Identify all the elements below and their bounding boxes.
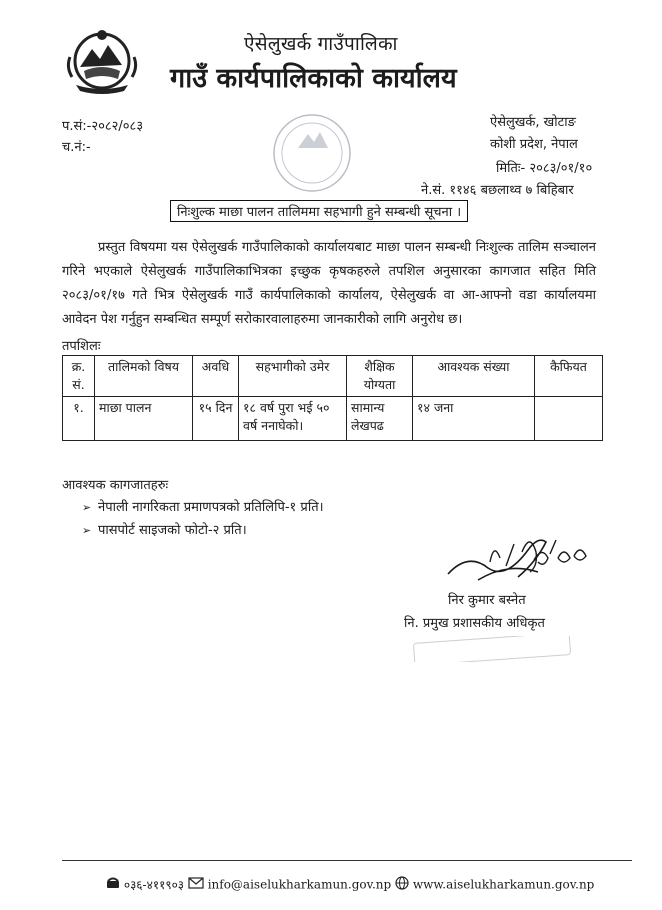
notice-subject: निःशुल्क माछा पालन तालिममा सहभागी हुने सम्बन्धी सूचना । bbox=[170, 200, 468, 222]
reference-number: प.सं:-२०८२/०८३ bbox=[62, 119, 144, 134]
col-subject: तालिमको विषय bbox=[95, 356, 193, 397]
office-title: गाउँ कार्यपालिकाको कार्यालय bbox=[170, 63, 457, 94]
col-duration: अवधि bbox=[193, 356, 239, 397]
cell-remarks bbox=[535, 397, 603, 441]
address-line-1: ऐसेलुखर्क, खोटाङ bbox=[490, 115, 576, 130]
signatory-title: नि. प्रमुख प्रशासकीय अधिकृत bbox=[404, 616, 545, 631]
address-line-2: कोशी प्रदेश, नेपाल bbox=[490, 137, 578, 152]
details-label: तपशिलः bbox=[62, 339, 101, 354]
website-url[interactable]: www.aiselukharkamun.gov.np bbox=[412, 877, 595, 892]
footer-contact bbox=[106, 876, 594, 893]
documents-heading: आवश्यक कागजातहरुः bbox=[62, 478, 169, 493]
document-item-2: पासपोर्ट साइजको फोटो-२ प्रति। bbox=[98, 523, 247, 538]
list-item bbox=[82, 520, 247, 538]
dispatch-number: च.नं:- bbox=[62, 140, 91, 155]
email-address[interactable]: info@aiselukharkamun.gov.np bbox=[207, 877, 392, 892]
cell-serial: १. bbox=[63, 397, 95, 441]
date-bs: मितिः- २०८३/०१/१० bbox=[496, 161, 593, 176]
cell-age: १८ वर्ष पुरा भई ५० वर्ष ननाघेको। bbox=[239, 397, 347, 441]
document-item-1: नेपाली नागरिकता प्रमाणपत्रको प्रतिलिपि-१ प्रति। bbox=[98, 500, 324, 515]
list-item bbox=[82, 497, 324, 515]
municipality-name: ऐसेलुखर्क गाउँपालिका bbox=[244, 33, 398, 55]
footer-divider bbox=[62, 860, 632, 861]
col-qualification: शैक्षिक योग्यता bbox=[347, 356, 413, 397]
training-details-table bbox=[62, 355, 603, 441]
col-serial: क्र. सं. bbox=[63, 356, 95, 397]
phone-number: ०३६-४११९०३ bbox=[123, 878, 185, 892]
cell-qualification: सामान्य लेखपढ bbox=[347, 397, 413, 441]
date-nepal-sambat: ने.सं. ११४६ बछलाथ्व ७ बिहिबार bbox=[421, 183, 574, 198]
arrow-bullet-icon: ➢ bbox=[82, 524, 92, 537]
nepal-emblem-icon bbox=[62, 27, 142, 97]
phone-icon bbox=[106, 877, 120, 892]
globe-icon bbox=[395, 876, 409, 893]
signatory-name: निर कुमार बस्नेत bbox=[448, 593, 526, 608]
email-icon bbox=[188, 877, 204, 892]
cell-subject: माछा पालन bbox=[95, 397, 193, 441]
office-stamp bbox=[264, 108, 360, 198]
notice-body: प्रस्तुत विषयमा यस ऐसेलुखर्क गाउँपालिकाको कार्यालयबाट माछा पालन सम्बन्धी निःशुल्क तालिम सञ्चालन गरिने भएकाले ऐसेलुखर्क गाउँपालिकाभित्रका इच्छुक कृषकहरुले तपशिल अनुसारका कागजात सहित मिति २०८३/०१/१७ गते भित्र ऐसेलुखर्क गाउँ कार्यपालिकाको कार्यालय, ऐसेलुखर्क वा आ-आफ्नो वडा कार्यालयमा आवेदन पेश गर्नुहुन सम्बन्धित सम्पूर्ण सरोकारवालाहरुमा जानकारीको लागि अनुरोध छ। bbox=[62, 240, 596, 327]
table-row bbox=[63, 397, 603, 441]
col-remarks: कैफियत bbox=[535, 356, 603, 397]
cell-duration: १५ दिन bbox=[193, 397, 239, 441]
table-header-row bbox=[63, 356, 603, 397]
cell-required-number: १४ जना bbox=[413, 397, 535, 441]
arrow-bullet-icon: ➢ bbox=[82, 501, 92, 514]
title-stamp bbox=[412, 636, 572, 662]
col-age: सहभागीको उमेर bbox=[239, 356, 347, 397]
signature bbox=[418, 522, 598, 597]
col-required-number: आवश्यक संख्या bbox=[413, 356, 535, 397]
